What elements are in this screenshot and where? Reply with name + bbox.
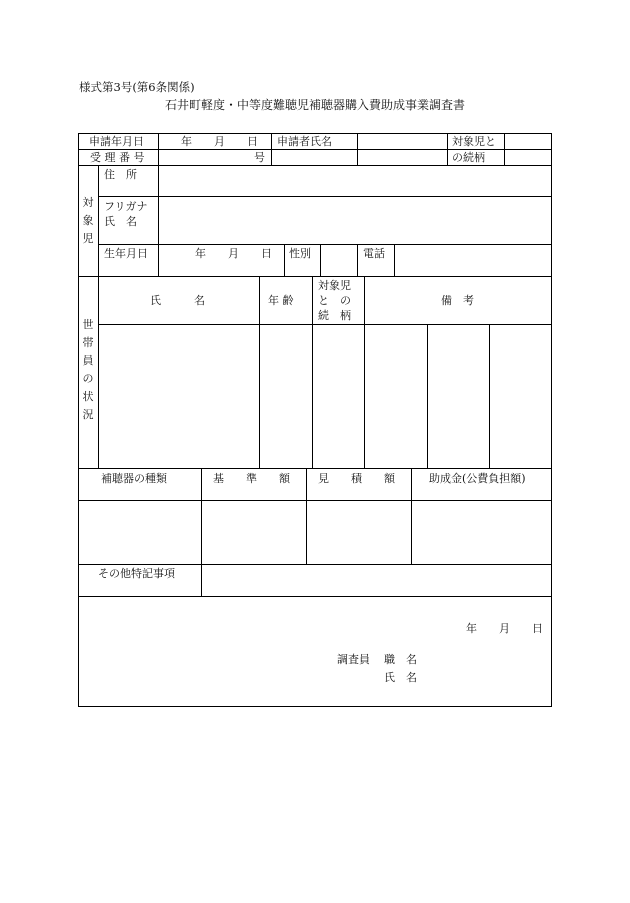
document-title: 石井町軽度・中等度難聴児補聴器購入費助成事業調査書 [164, 98, 465, 112]
survey-date-field[interactable]: 年 月 日 [466, 622, 543, 635]
investigator-name-label: 氏 名 [384, 671, 417, 684]
birth-date-label: 生年月日 [104, 247, 148, 260]
col-divider [489, 324, 490, 468]
row-divider [98, 324, 552, 325]
aid-type-header: 補聴器の種類 [101, 472, 167, 485]
relation-label: の続柄 [452, 151, 485, 164]
apply-date-label: 申請年月日 [89, 135, 144, 148]
col-divider [284, 244, 285, 276]
row-divider [78, 165, 552, 166]
row-divider [98, 196, 552, 197]
col-divider [447, 133, 448, 165]
col-divider [158, 165, 159, 276]
col-divider [158, 133, 159, 165]
apply-date-field[interactable]: 年 月 日 [181, 135, 258, 148]
subsidy-header: 助成金(公費負担額) [429, 472, 526, 485]
phone-label: 電話 [363, 247, 385, 260]
household-section-label: 世 帯 員 の 状 況 [82, 318, 94, 421]
row-divider [78, 500, 552, 501]
child-name-label: 氏 名 [104, 215, 137, 228]
form-number: 様式第3号(第6条関係) [79, 80, 195, 94]
row-divider [98, 244, 552, 245]
col-divider [98, 276, 99, 468]
child-section-label: 対 象 児 [82, 196, 94, 245]
relation-header: 続 柄 [318, 309, 351, 322]
base-amount-header: 基 準 額 [213, 472, 290, 485]
col-divider [357, 244, 358, 276]
furigana-label: フリガナ [104, 200, 148, 213]
address-label: 住 所 [104, 168, 137, 181]
investigator-post-label: 職 名 [384, 653, 417, 666]
gender-label: 性別 [289, 247, 311, 260]
col-divider [98, 165, 99, 276]
row-divider [78, 149, 552, 150]
col-divider [504, 133, 505, 165]
remarks-header: 備 考 [441, 294, 474, 307]
row-divider [78, 596, 552, 597]
col-divider [394, 244, 395, 276]
receipt-number-unit: 号 [254, 151, 265, 164]
member-name-header: 氏 名 [150, 294, 205, 307]
row-divider [78, 564, 552, 565]
relation-label: 対象児と [452, 135, 496, 148]
row-divider [78, 276, 552, 277]
estimate-amount-header: 見 積 額 [318, 472, 395, 485]
col-divider [427, 324, 428, 468]
survey-form-table [78, 133, 552, 707]
col-divider [306, 468, 307, 564]
col-divider [320, 244, 321, 276]
col-divider [201, 564, 202, 596]
applicant-name-label: 申請者氏名 [277, 135, 332, 148]
col-divider [364, 276, 365, 468]
relation-header: と の [318, 294, 351, 307]
other-notes-label: その他特記事項 [98, 567, 175, 580]
age-header: 年 齢 [268, 294, 294, 307]
investigator-label: 調査員 [337, 653, 370, 666]
col-divider [411, 468, 412, 564]
relation-header: 対象児 [318, 279, 351, 292]
col-divider [201, 468, 202, 564]
col-divider [259, 276, 260, 468]
birth-date-field[interactable]: 年 月 日 [195, 247, 272, 260]
receipt-number-label: 受 理 番 号 [90, 151, 145, 164]
col-divider [357, 133, 358, 165]
row-divider [78, 468, 552, 469]
col-divider [312, 276, 313, 468]
col-divider [271, 133, 272, 165]
